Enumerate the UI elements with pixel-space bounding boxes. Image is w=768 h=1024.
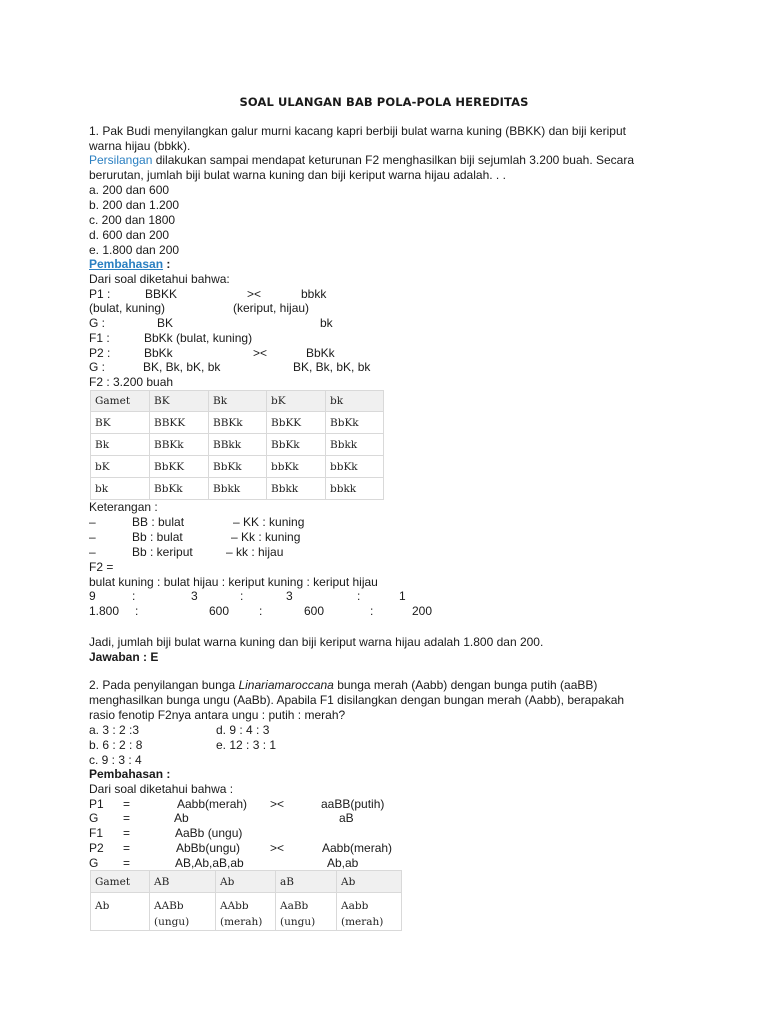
q2-p1-cross: ><	[270, 797, 285, 811]
table-cell: BbKk	[267, 434, 326, 456]
ratio-value: 3	[286, 589, 293, 603]
persilangan-link[interactable]: Persilangan	[89, 153, 153, 167]
ratio-value: 1	[399, 589, 406, 603]
ratio-sep: :	[132, 589, 136, 603]
q1-g1-gamete2: bk	[320, 316, 333, 330]
q2-p1-parent1: Aabb(merah)	[177, 797, 248, 811]
q1-question-line4: berurutan, jumlah biji bulat warna kuning dan biji keriput warna hijau adalah. . .	[89, 168, 506, 182]
q2-question-line1	[89, 678, 597, 693]
q2-option-d: d. 9 : 4 : 3	[216, 723, 270, 737]
table-cell: BbKk	[326, 412, 384, 434]
q2-g2-gametes1: AB,Ab,aB,ab	[175, 856, 244, 870]
ratio-sep: :	[370, 604, 374, 618]
table-cell: bk	[91, 478, 150, 500]
q1-f2-eq: F2 =	[89, 560, 114, 574]
table-cell: bbkk	[326, 478, 384, 500]
pembahasan-link[interactable]: Pembahasan	[89, 257, 164, 271]
table-cell: BbKK	[267, 412, 326, 434]
page-title: SOAL ULANGAN BAB POLA-POLA HEREDITAS	[239, 95, 529, 109]
table-cell: Ab	[216, 871, 276, 893]
q2-p1-label: P1	[89, 797, 104, 811]
q2-option-c: c. 9 : 3 : 4	[89, 753, 142, 767]
q1-p1-desc1: (bulat, kuning)	[89, 301, 166, 315]
q2-option-e: e. 12 : 3 : 1	[216, 738, 277, 752]
q2-p2-cross: ><	[270, 841, 285, 855]
q2-option-b: b. 6 : 2 : 8	[89, 738, 143, 752]
ratio-sep: :	[240, 589, 244, 603]
q2-g1-gamete1: Ab	[174, 811, 189, 825]
table-cell	[91, 893, 150, 931]
q1-pembahasan-heading	[89, 257, 170, 272]
q1-g2-label: G :	[89, 360, 106, 374]
q2-p1-parent2: aaBB(putih)	[321, 797, 385, 811]
q1-question-line3	[89, 153, 634, 168]
cell-genotype: AaBb	[280, 900, 309, 912]
table-cell: BBKk	[150, 434, 209, 456]
q1-f1-value: BbKk (bulat, kuning)	[144, 331, 253, 345]
table-cell: BK	[91, 412, 150, 434]
q1-p2-cross: ><	[253, 346, 268, 360]
q2-g2-label: G	[89, 856, 99, 870]
ket-genotype: Bb : keriput	[132, 545, 193, 559]
ratio-value: 600	[304, 604, 325, 618]
q1-f2-total: F2 : 3.200 buah	[89, 375, 174, 389]
table-cell: bK	[91, 456, 150, 478]
ket-genotype: BB : bulat	[132, 515, 185, 529]
q2-line1-pre: 2. Pada penyilangan bunga	[89, 678, 239, 692]
table-cell: BbKk	[209, 456, 267, 478]
table-cell: Gamet	[91, 871, 150, 893]
table-cell: Bk	[91, 434, 150, 456]
table-cell	[276, 893, 337, 931]
q2-f1-eq: =	[123, 826, 131, 840]
table-cell: bK	[267, 391, 326, 412]
ket-dash: –	[89, 545, 96, 559]
ratio-value: 600	[209, 604, 230, 618]
table-cell: BBKK	[150, 412, 209, 434]
ket-genotype: Bb : bulat	[132, 530, 183, 544]
ratio-sep: :	[259, 604, 263, 618]
q1-line3-text: dilakukan sampai mendapat keturunan F2 menghasilkan biji sejumlah 3.200 buah. Secara	[152, 153, 635, 167]
q2-question-line3: rasio fenotip F2nya antara ungu : putih : merah?	[89, 708, 346, 722]
q1-g2-gametes1: BK, Bk, bK, bk	[143, 360, 221, 374]
q1-p1-label: P1 :	[89, 287, 111, 301]
q1-g1-label: G :	[89, 316, 106, 330]
table-cell	[216, 893, 276, 931]
q1-p2-label: P2 :	[89, 346, 111, 360]
table-row	[91, 391, 384, 412]
q2-species-name: Linariamaroccana	[238, 678, 334, 692]
q2-p2-eq: =	[123, 841, 131, 855]
cell-phenotype: (merah)	[341, 916, 384, 928]
q2-p2-parent2: Aabb(merah)	[322, 841, 393, 855]
q1-p1-desc2: (keriput, hijau)	[233, 301, 310, 315]
q1-p1-cross: ><	[247, 287, 262, 301]
ratio-value: 200	[412, 604, 433, 618]
table-row	[91, 871, 402, 893]
q1-option-a: a. 200 dan 600	[89, 183, 170, 197]
q2-g1-eq: =	[123, 811, 131, 825]
ket-dash: –	[89, 530, 96, 544]
q2-p2-parent1: AbBb(ungu)	[176, 841, 241, 855]
q1-p2-parent1: BbKk	[144, 346, 173, 360]
q1-option-e: e. 1.800 dan 200	[89, 243, 180, 257]
table-cell: BbKK	[150, 456, 209, 478]
table-cell: Ab	[337, 871, 402, 893]
q1-p1-parent1: BBKK	[145, 287, 178, 301]
table-cell: Bbkk	[267, 478, 326, 500]
ket-genotype: – Kk : kuning	[231, 530, 301, 544]
q2-g1-label: G	[89, 811, 99, 825]
table-row	[91, 893, 402, 931]
table-row	[91, 434, 384, 456]
q2-p2-label: P2	[89, 841, 104, 855]
q1-option-c: c. 200 dan 1800	[89, 213, 176, 227]
table-cell: Bbkk	[326, 434, 384, 456]
q2-g2-gametes2: Ab,ab	[327, 856, 359, 870]
q2-f1-value: AaBb (ungu)	[175, 826, 243, 840]
ratio-value: 3	[191, 589, 198, 603]
table-row	[91, 456, 384, 478]
table-cell: BBkk	[209, 434, 267, 456]
table-cell	[337, 893, 402, 931]
q1-intro: Dari soal diketahui bahwa:	[89, 272, 230, 286]
q1-conclusion: Jadi, jumlah biji bulat warna kuning dan biji keriput warna hijau adalah 1.800 dan 200.	[89, 635, 544, 649]
pembahasan-colon: :	[163, 257, 171, 271]
q2-f1-label: F1	[89, 826, 104, 840]
q2-option-a: a. 3 : 2 :3	[89, 723, 140, 737]
ratio-sep: :	[135, 604, 139, 618]
q1-option-b: b. 200 dan 1.200	[89, 198, 180, 212]
q2-g1-gamete2: aB	[339, 811, 354, 825]
cell-phenotype: (merah)	[220, 916, 263, 928]
cell-phenotype: (ungu)	[154, 916, 190, 928]
q2-intro: Dari soal diketahui bahwa :	[89, 782, 234, 796]
q1-f1-label: F1 :	[89, 331, 110, 345]
q2-p1-eq: =	[123, 797, 131, 811]
table-cell: bbKk	[267, 456, 326, 478]
cell-genotype: Aabb	[341, 900, 369, 912]
punnett-table-1	[90, 390, 384, 500]
table-cell: bk	[326, 391, 384, 412]
q1-p1-parent2: bbkk	[301, 287, 327, 301]
table-cell: BBKk	[209, 412, 267, 434]
q1-g2-gametes2: BK, Bk, bK, bk	[293, 360, 371, 374]
ratio-sep: :	[357, 589, 361, 603]
cell-genotype: Ab	[95, 900, 110, 912]
ket-genotype: – KK : kuning	[233, 515, 305, 529]
q2-g2-eq: =	[123, 856, 131, 870]
cell-phenotype: (ungu)	[280, 916, 316, 928]
table-cell: Gamet	[91, 391, 150, 412]
table-cell	[150, 893, 216, 931]
ket-dash: –	[89, 515, 96, 529]
q2-line1-post: bunga merah (Aabb) dengan bunga putih (aaBB)	[333, 678, 598, 692]
q2-pembahasan-heading: Pembahasan :	[89, 767, 171, 781]
q1-ratio-label: bulat kuning : bulat hijau : keriput kuning : keriput hijau	[89, 575, 378, 589]
table-cell: Bbkk	[209, 478, 267, 500]
cell-genotype: AAbb	[220, 900, 249, 912]
table-cell: bbKk	[326, 456, 384, 478]
punnett-table-2	[90, 870, 402, 931]
table-row	[91, 478, 384, 500]
q1-p2-parent2: BbKk	[306, 346, 335, 360]
table-row	[91, 412, 384, 434]
table-cell: Bk	[209, 391, 267, 412]
q1-g1-gamete1: BK	[157, 316, 174, 330]
q1-answer: Jawaban : E	[89, 650, 159, 664]
ratio-value: 1.800	[89, 604, 120, 618]
cell-genotype: AABb	[154, 900, 184, 912]
q2-question-line2: menghasilkan bunga ungu (AaBb). Apabila F1 disilangkan dengan bungan merah (Aabb), berapakah	[89, 693, 625, 707]
table-cell: AB	[150, 871, 216, 893]
table-cell: BbKk	[150, 478, 209, 500]
q1-option-d: d. 600 dan 200	[89, 228, 170, 242]
ket-genotype: – kk : hijau	[226, 545, 284, 559]
table-cell: aB	[276, 871, 337, 893]
ratio-value: 9	[89, 589, 96, 603]
table-cell: BK	[150, 391, 209, 412]
q1-question-line2: warna hijau (bbkk).	[89, 139, 191, 153]
q1-question-line1: 1. Pak Budi menyilangkan galur murni kacang kapri berbiji bulat warna kuning (BBKK) dan biji keriput	[89, 124, 626, 138]
q1-keterangan: Keterangan :	[89, 500, 158, 514]
